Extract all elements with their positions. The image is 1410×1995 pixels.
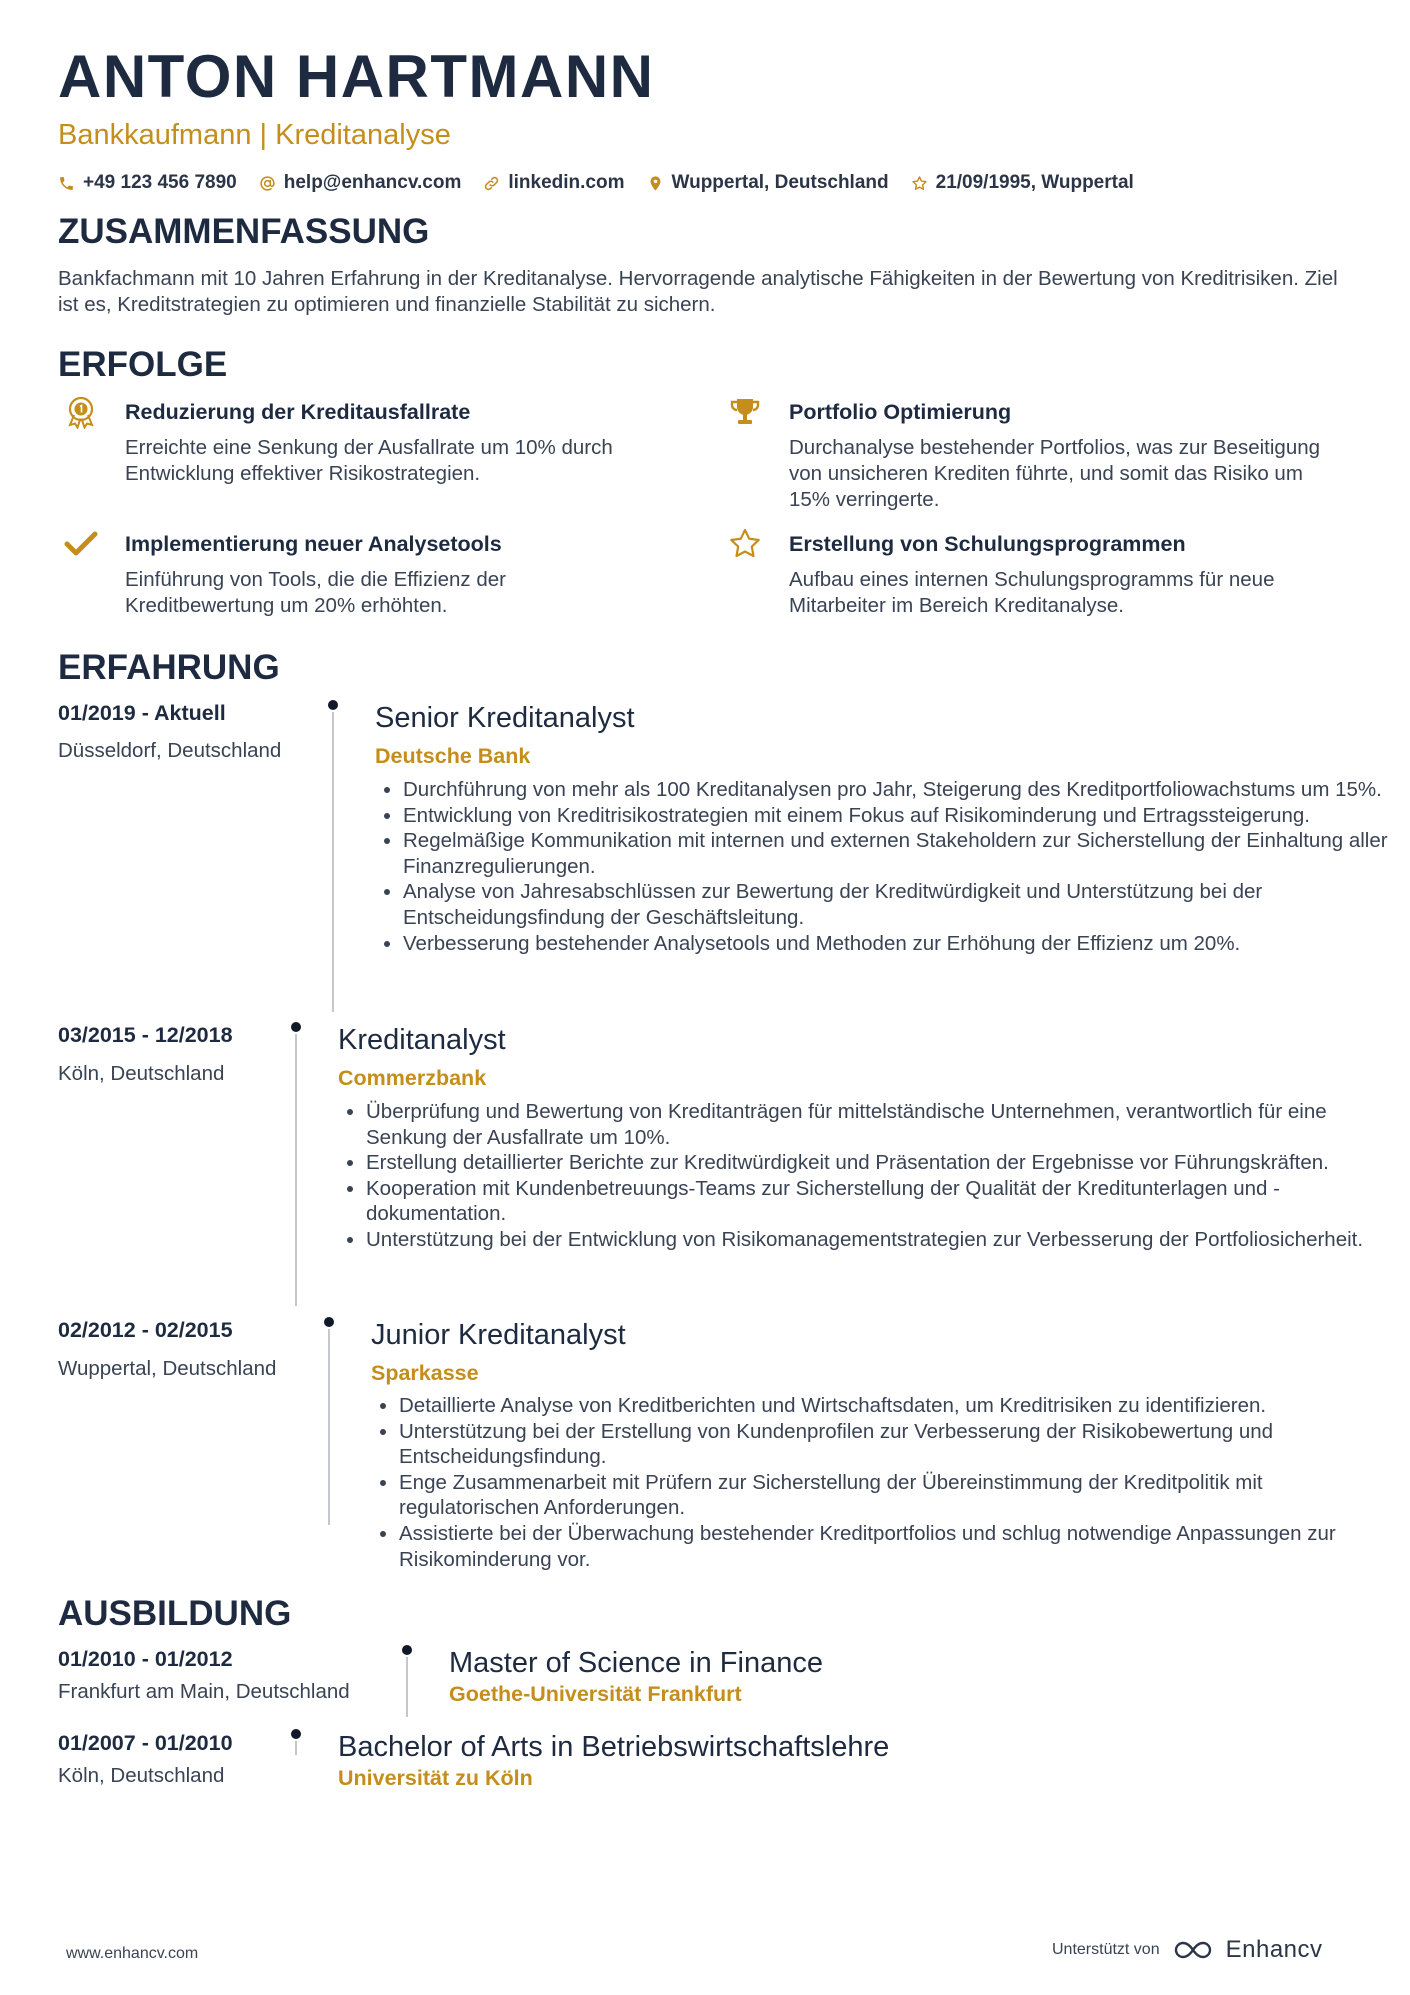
location-pin-icon xyxy=(647,175,664,192)
contact-phone-text: +49 123 456 7890 xyxy=(83,172,237,193)
job-date: 01/2019 - Aktuell xyxy=(58,701,226,725)
job-title: Junior Kreditanalyst xyxy=(371,1319,626,1351)
achievement-description: Erreichte eine Senkung der Ausfallrate um 10% durch Entwicklung effektiver Risikostrategien. xyxy=(125,436,613,485)
achievements-heading: ERFOLGE xyxy=(58,345,228,384)
job-location: Düsseldorf, Deutschland xyxy=(58,739,282,762)
job-bullet: • Verbesserung bestehender Analysetools und Methoden zur Erhöhung der Effizienz um 20%. xyxy=(403,931,1393,957)
job-bullet: • Regelmäßige Kommunikation mit internen und externen Stakeholdern zur Sicherstellung der Einhaltung aller Finanzregulierungen. xyxy=(403,828,1393,879)
star-outline-icon xyxy=(728,527,762,561)
job-bullets xyxy=(338,1099,1391,1253)
timeline-dot xyxy=(291,1022,301,1032)
summary-heading: ZUSAMMENFASSUNG xyxy=(58,212,430,251)
contact-birth xyxy=(911,172,1134,194)
star-icon xyxy=(911,175,928,192)
timeline-dot xyxy=(291,1729,301,1739)
at-icon xyxy=(259,175,276,192)
contact-linkedin[interactable] xyxy=(483,172,624,194)
job-title: Kreditanalyst xyxy=(338,1024,506,1056)
achievement-description: Durchanalyse bestehender Portfolios, was zur Beseitigung von unsicheren Krediten führte, und somit das Risiko um 15% verringerte. xyxy=(789,436,1321,511)
brand-name: Enhancv xyxy=(1225,1936,1323,1963)
phone-icon xyxy=(58,175,75,192)
job-bullet: • Assistierte bei der Überwachung bestehender Kreditportfolios und schlug notwendige Anpassungen zur Risikominderung vor. xyxy=(399,1521,1394,1572)
education-date: 01/2010 - 01/2012 xyxy=(58,1647,233,1671)
education-heading: AUSBILDUNG xyxy=(58,1594,292,1633)
achievement-description: Einführung von Tools, die die Effizienz der Kreditbewertung um 20% erhöhten. xyxy=(125,568,507,617)
contact-birth-text: 21/09/1995, Wuppertal xyxy=(935,172,1134,193)
contact-bar xyxy=(58,168,1134,198)
footer-branding[interactable] xyxy=(1052,1936,1323,1964)
timeline-dot xyxy=(324,1317,334,1327)
job-bullet: • Unterstützung bei der Entwicklung von Risikomanagementstrategien zur Verbesserung der Portfoliosicherheit. xyxy=(366,1227,1391,1253)
company-name: Commerzbank xyxy=(338,1066,487,1090)
timeline-line xyxy=(332,712,334,1012)
footer-website[interactable]: www.enhancv.com xyxy=(66,1945,199,1962)
education-date: 01/2007 - 01/2010 xyxy=(58,1731,233,1755)
degree-title: Bachelor of Arts in Betriebswirtschaftslehre xyxy=(338,1731,890,1763)
job-location: Köln, Deutschland xyxy=(58,1062,225,1085)
timeline-line xyxy=(406,1657,408,1717)
powered-by-text: Unterstützt von xyxy=(1052,1941,1160,1958)
contact-email[interactable] xyxy=(259,172,462,194)
job-title: Senior Kreditanalyst xyxy=(375,702,635,734)
candidate-name: ANTON HARTMANN xyxy=(58,43,655,110)
job-bullet: • Erstellung detaillierter Berichte zur Kreditwürdigkeit und Präsentation der Ergebnisse vor Führungskräften. xyxy=(366,1150,1391,1176)
timeline-line xyxy=(328,1329,330,1525)
checkmark-icon xyxy=(64,527,98,561)
contact-location xyxy=(647,172,889,194)
award-medal-icon xyxy=(64,395,98,429)
headline: Bankkaufmann | Kreditanalyse xyxy=(58,119,451,151)
job-bullet: • Durchführung von mehr als 100 Kreditanalysen pro Jahr, Steigerung des Kreditportfoliowachstums um 15%. xyxy=(403,777,1393,803)
job-location: Wuppertal, Deutschland xyxy=(58,1357,277,1380)
summary-text: Bankfachmann mit 10 Jahren Erfahrung in der Kreditanalyse. Hervorragende analytische Fähigkeiten in der Bewertung von Kreditrisiken. Ziel ist es, Kreditstrategien zu optimieren und finanzielle Stabilität zu sichern. xyxy=(58,267,1338,316)
enhancv-logo-icon xyxy=(1170,1938,1216,1962)
contact-linkedin-text: linkedin.com xyxy=(508,172,625,193)
degree-title: Master of Science in Finance xyxy=(449,1647,823,1679)
timeline-line xyxy=(295,1741,297,1755)
achievement-title: Reduzierung der Kreditausfallrate xyxy=(125,400,471,424)
job-bullet: • Entwicklung von Kreditrisikostrategien mit einem Fokus auf Risikominderung und Ertragssteigerung. xyxy=(403,803,1393,829)
job-bullet: • Enge Zusammenarbeit mit Prüfern zur Sicherstellung der Übereinstimmung der Kreditpolitik mit regulatorischen Anforderungen. xyxy=(399,1470,1394,1521)
contact-email-text: help@enhancv.com xyxy=(283,172,462,193)
education-location: Frankfurt am Main, Deutschland xyxy=(58,1680,350,1703)
experience-heading: ERFAHRUNG xyxy=(58,648,280,687)
job-date: 02/2012 - 02/2015 xyxy=(58,1318,233,1342)
job-bullets xyxy=(371,1393,1394,1572)
job-bullet: • Kooperation mit Kundenbetreuungs-Teams zur Sicherstellung der Qualität der Kreditunterlagen und -dokumentation. xyxy=(366,1176,1391,1227)
school-name: Universität zu Köln xyxy=(338,1766,533,1790)
contact-phone[interactable] xyxy=(58,172,237,194)
timeline-line xyxy=(295,1034,297,1306)
company-name: Deutsche Bank xyxy=(375,744,531,768)
contact-location-text: Wuppertal, Deutschland xyxy=(671,172,889,193)
job-bullet: • Detaillierte Analyse von Kreditberichten und Wirtschaftsdaten, um Kreditrisiken zu identifizieren. xyxy=(399,1393,1394,1419)
job-bullet: • Unterstützung bei der Erstellung von Kundenprofilen zur Verbesserung der Risikobewertung und Entscheidungsfindung. xyxy=(399,1419,1394,1470)
job-bullet: • Überprüfung und Bewertung von Kreditanträgen für mittelständische Unternehmen, verantwortlich für eine Senkung der Ausfallrate um 10%. xyxy=(366,1099,1391,1150)
job-bullets xyxy=(375,777,1393,956)
timeline-dot xyxy=(402,1645,412,1655)
school-name: Goethe-Universität Frankfurt xyxy=(449,1682,742,1706)
achievement-title: Portfolio Optimierung xyxy=(789,400,1012,424)
timeline-dot xyxy=(328,700,338,710)
company-name: Sparkasse xyxy=(371,1361,479,1385)
education-location: Köln, Deutschland xyxy=(58,1764,225,1787)
achievement-description: Aufbau eines internen Schulungsprogramms für neue Mitarbeiter im Bereich Kreditanalyse. xyxy=(789,568,1275,617)
job-bullet: • Analyse von Jahresabschlüssen zur Bewertung der Kreditwürdigkeit und Unterstützung bei der Entscheidungsfindung der Geschäftsleitung. xyxy=(403,879,1393,930)
trophy-icon xyxy=(728,395,762,429)
link-icon xyxy=(483,175,500,192)
achievement-title: Implementierung neuer Analysetools xyxy=(125,532,502,556)
achievement-title: Erstellung von Schulungsprogrammen xyxy=(789,532,1186,556)
job-date: 03/2015 - 12/2018 xyxy=(58,1023,233,1047)
